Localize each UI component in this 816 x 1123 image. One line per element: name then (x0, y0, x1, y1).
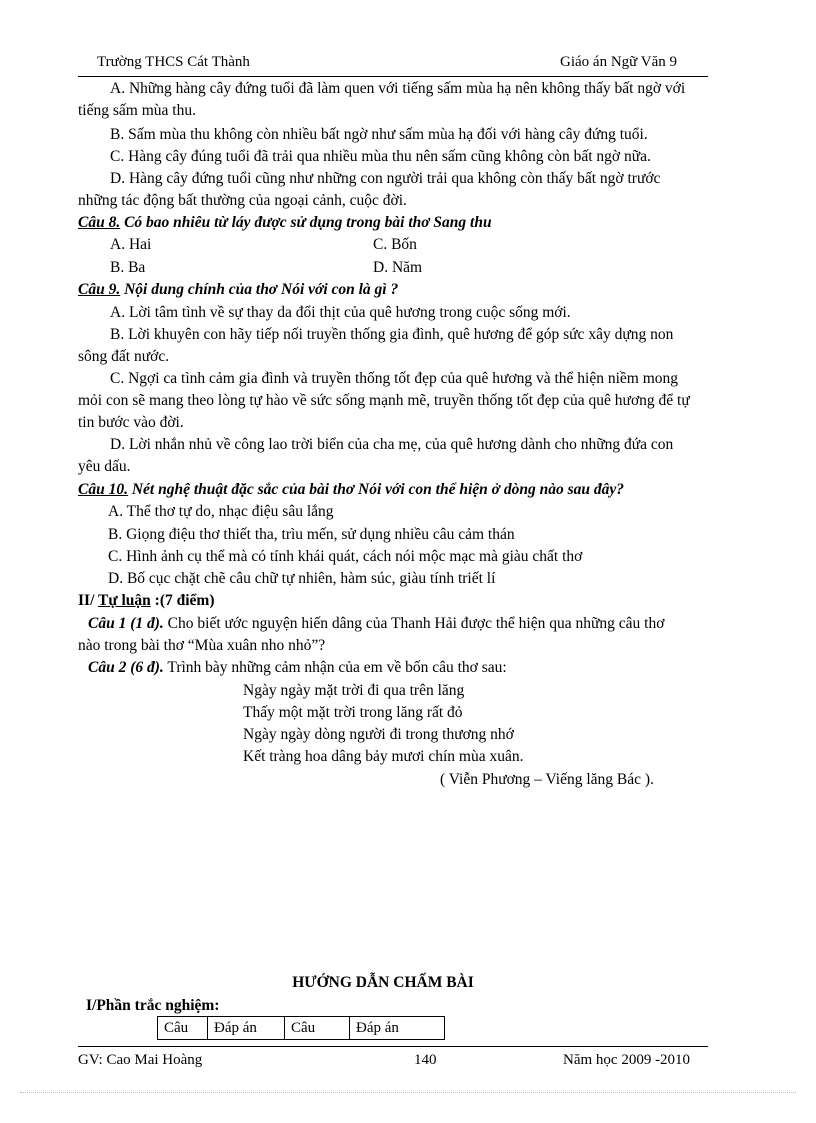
essay-q1-line2: nào trong bài thơ “Mùa xuân nho nhỏ”? (78, 637, 326, 654)
guide-title: HƯỚNG DẪN CHẤM BÀI (292, 974, 474, 991)
part2-label-rest: :(7 điểm) (150, 592, 215, 609)
part2-heading (78, 590, 215, 612)
q10-label: Câu 10. (78, 481, 128, 498)
q7-option-a-line2: tiếng sấm mùa thu. (78, 102, 196, 119)
answer-table (157, 1016, 445, 1040)
q9-option-d-line1: D. Lời nhắn nhủ về công lao trời biển của cha mẹ, của quê hương dành cho những đứa con (110, 436, 674, 453)
essay-q1-label: Câu 1 (1 đ). (88, 615, 164, 632)
q9-text: Nội dung chính của thơ Nói với con là gì ? (120, 281, 399, 298)
q10-option-b: B. Giọng điệu thơ thiết tha, trìu mến, sử dụng nhiều câu cảm thán (108, 526, 515, 543)
essay-q2-text: Trình bày những cảm nhận của em về bốn câu thơ sau: (163, 659, 507, 676)
answer-table-header: Đáp án (208, 1017, 285, 1040)
poem-line-3: Ngày ngày dòng người đi trong thương nhớ (243, 726, 514, 743)
q9-option-a: A. Lời tâm tình về sự thay da đổi thịt của quê hương trong cuộc sống mới. (110, 304, 571, 321)
footer-year: Năm học 2009 -2010 (563, 1052, 691, 1068)
q8-text: Có bao nhiêu từ láy được sử dụng trong bài thơ Sang thu (120, 214, 492, 231)
q7-option-d-line2: những tác động bất thường của ngoại cảnh, cuộc đời. (78, 192, 407, 209)
q7-option-a-line1: A. Những hàng cây đứng tuổi đã làm quen với tiếng sấm mùa hạ nên không thấy bất ngờ với (110, 80, 686, 97)
q9-option-c-line2: mỏi con sẽ mang theo lòng tự hào về sức sống mạnh mẽ, truyền thống tốt đẹp của quê hương để tự (78, 392, 690, 409)
poem-line-1: Ngày ngày mặt trời đi qua trên lăng (243, 682, 465, 699)
q9-question (78, 279, 398, 301)
q9-option-b-line2: sông đất nước. (78, 348, 170, 365)
header-subject: Giáo án Ngữ Văn 9 (560, 54, 677, 70)
q7-option-d-line1: D. Hàng cây đứng tuổi cũng như những con người trải qua không còn thấy bất ngờ trước (110, 170, 661, 187)
part2-label-num: II/ (78, 592, 95, 609)
answer-table-header: Đáp án (350, 1017, 445, 1040)
q9-option-c-line1: C. Ngợi ca tình cảm gia đình và truyền thống tốt đẹp của quê hương và thể hiện niềm mong (110, 370, 679, 387)
answer-table-header: Câu (158, 1017, 208, 1040)
q9-option-b-line1: B. Lời khuyên con hãy tiếp nối truyền thống gia đình, quê hương để góp sức xây dựng non (110, 326, 674, 343)
poem-line-4: Kết tràng hoa dâng bảy mươi chín mùa xuân. (243, 748, 524, 765)
q7-option-b: B. Sấm mùa thu không còn nhiều bất ngờ như sấm mùa hạ đối với hàng cây đứng tuổi. (110, 126, 648, 143)
q10-text: Nét nghệ thuật đặc sắc của bài thơ Nói với con thể hiện ở dòng nào sau đây? (127, 481, 624, 498)
header-rule (78, 76, 708, 77)
guide-part1: I/Phần trắc nghiệm: (86, 997, 220, 1014)
q8-label: Câu 8. (78, 214, 121, 231)
q10-option-d: D. Bố cục chặt chẽ câu chữ tự nhiên, hàm súc, giàu tính triết lí (108, 570, 496, 587)
q10-question (78, 479, 624, 501)
q9-option-c-line3: tin bước vào đời. (78, 414, 184, 431)
answer-table-header-row (158, 1017, 445, 1040)
page-bottom-border (20, 1092, 796, 1093)
poem-source: ( Viễn Phương – Viếng lăng Bác ). (440, 771, 654, 788)
q8-question (78, 212, 492, 234)
q7-option-c: C. Hàng cây đúng tuổi đã trải qua nhiều mùa thu nên sấm cũng không còn bất ngờ nữa. (110, 148, 651, 165)
q8-option-d: D. Năm (373, 259, 423, 276)
footer-page-number: 140 (414, 1052, 437, 1068)
footer-rule (78, 1046, 708, 1047)
essay-q2 (88, 657, 507, 679)
q9-option-d-line2: yêu dấu. (78, 458, 131, 475)
answer-table-header: Câu (285, 1017, 350, 1040)
q8-option-a: A. Hai (110, 236, 152, 253)
footer-teacher: GV: Cao Mai Hoàng (78, 1052, 203, 1068)
essay-q2-label: Câu 2 (6 đ). (88, 659, 164, 676)
poem-line-2: Thấy một mặt trời trong lăng rất đỏ (243, 704, 463, 721)
q8-option-b: B. Ba (110, 259, 146, 276)
q8-option-c: C. Bốn (373, 236, 417, 253)
essay-q1-line1 (88, 613, 664, 635)
essay-q1-text: Cho biết ước nguyện hiến dâng của Thanh Hải được thể hiện qua những câu thơ (163, 615, 665, 632)
q10-option-a: A. Thể thơ tự do, nhạc điệu sâu lắng (108, 503, 334, 520)
part2-label-text: Tự luận (97, 592, 151, 609)
header-school: Trường THCS Cát Thành (97, 54, 250, 70)
q9-label: Câu 9. (78, 281, 121, 298)
q10-option-c: C. Hình ảnh cụ thể mà có tính khái quát, cách nói mộc mạc mà giàu chất thơ (108, 548, 583, 565)
